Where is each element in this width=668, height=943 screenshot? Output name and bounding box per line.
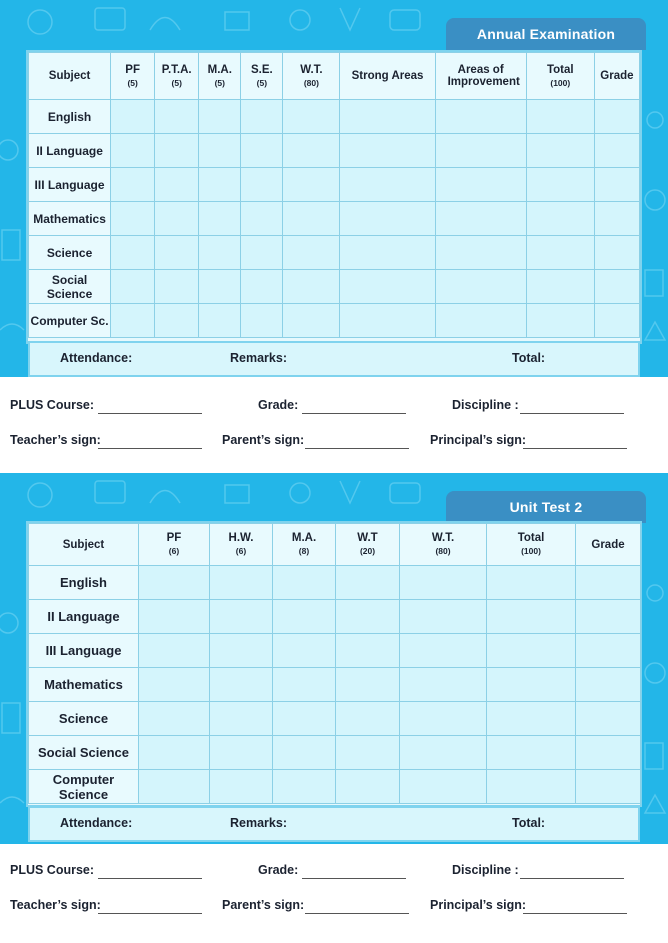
- mark-cell[interactable]: [155, 168, 199, 202]
- mark-cell[interactable]: [487, 634, 576, 668]
- subject-label: Mathematics: [29, 668, 139, 702]
- plus-course-field[interactable]: [98, 878, 202, 879]
- mark-cell[interactable]: [594, 100, 639, 134]
- mark-cell[interactable]: [594, 304, 639, 338]
- mark-cell[interactable]: [139, 736, 210, 770]
- mark-cell[interactable]: [336, 702, 400, 736]
- grade-field[interactable]: [302, 413, 406, 414]
- mark-cell[interactable]: [199, 100, 241, 134]
- mark-cell[interactable]: [526, 134, 594, 168]
- principal-sign-label: Principal’s sign:: [430, 433, 527, 447]
- subject-label: Social Science: [29, 736, 139, 770]
- mark-cell[interactable]: [273, 668, 336, 702]
- mark-cell[interactable]: [526, 168, 594, 202]
- annual-table-body: [29, 100, 640, 338]
- unit-sign-row: [0, 898, 668, 918]
- mark-cell[interactable]: [139, 566, 210, 600]
- annual-marks-table: [28, 52, 640, 338]
- unit-marks-table-card: [26, 521, 642, 807]
- grade-field[interactable]: [302, 878, 406, 879]
- mark-cell[interactable]: [273, 770, 336, 804]
- mark-cell[interactable]: [283, 202, 340, 236]
- mark-cell[interactable]: [576, 600, 641, 634]
- mark-cell[interactable]: [210, 770, 273, 804]
- mark-cell[interactable]: [336, 566, 400, 600]
- unit-total-label: Total:: [512, 816, 546, 830]
- mark-cell[interactable]: [199, 202, 241, 236]
- mark-cell[interactable]: [576, 702, 641, 736]
- discipline-label: Discipline :: [452, 398, 519, 412]
- header-ma: M.A. (8): [273, 524, 336, 566]
- mark-cell[interactable]: [111, 168, 155, 202]
- mark-cell[interactable]: [400, 600, 487, 634]
- mark-cell[interactable]: [241, 202, 283, 236]
- mark-cell[interactable]: [594, 134, 639, 168]
- mark-cell[interactable]: [336, 770, 400, 804]
- mark-cell[interactable]: [155, 270, 199, 304]
- mark-cell[interactable]: [340, 236, 435, 270]
- annual-footer-bar: [28, 341, 640, 377]
- mark-cell[interactable]: [283, 236, 340, 270]
- header-pf: PF (6): [139, 524, 210, 566]
- unit-table-body: [29, 566, 641, 804]
- mark-cell[interactable]: [435, 168, 526, 202]
- subject-label: Science: [29, 702, 139, 736]
- mark-cell[interactable]: [526, 304, 594, 338]
- table-row: [29, 168, 640, 202]
- header-wt-20: W.T (20): [336, 524, 400, 566]
- header-hw: H.W. (6): [210, 524, 273, 566]
- table-row: [29, 668, 641, 702]
- unit-marks-table: [28, 523, 641, 804]
- unit-footer-bar: [28, 806, 640, 842]
- principal-sign-field[interactable]: [523, 913, 627, 914]
- header-ma: M.A. (5): [199, 53, 241, 100]
- tab-unit-test-2: Unit Test 2: [446, 491, 646, 523]
- header-se: S.E. (5): [241, 53, 283, 100]
- header-wt: W.T. (80): [283, 53, 340, 100]
- mark-cell[interactable]: [111, 100, 155, 134]
- mark-cell[interactable]: [283, 134, 340, 168]
- mark-cell[interactable]: [241, 304, 283, 338]
- plus-course-field[interactable]: [98, 413, 202, 414]
- principal-sign-field[interactable]: [523, 448, 627, 449]
- mark-cell[interactable]: [241, 270, 283, 304]
- mark-cell[interactable]: [155, 134, 199, 168]
- discipline-field[interactable]: [520, 878, 624, 879]
- mark-cell[interactable]: [435, 134, 526, 168]
- mark-cell[interactable]: [241, 100, 283, 134]
- header-total: Total (100): [526, 53, 594, 100]
- mark-cell[interactable]: [576, 770, 641, 804]
- table-row: [29, 100, 640, 134]
- mark-cell[interactable]: [435, 236, 526, 270]
- discipline-label: Discipline :: [452, 863, 519, 877]
- subject-label: II Language: [29, 134, 111, 168]
- mark-cell[interactable]: [435, 304, 526, 338]
- table-row: [29, 202, 640, 236]
- mark-cell[interactable]: [487, 702, 576, 736]
- mark-cell[interactable]: [111, 304, 155, 338]
- mark-cell[interactable]: [273, 702, 336, 736]
- mark-cell[interactable]: [210, 668, 273, 702]
- table-row: [29, 736, 641, 770]
- mark-cell[interactable]: [155, 304, 199, 338]
- header-pf: PF (5): [111, 53, 155, 100]
- principal-sign-label: Principal’s sign:: [430, 898, 527, 912]
- mark-cell[interactable]: [526, 202, 594, 236]
- unit-test-panel: [0, 473, 668, 844]
- table-row: [29, 702, 641, 736]
- mark-cell[interactable]: [576, 566, 641, 600]
- tab-annual-examination: Annual Examination: [446, 18, 646, 50]
- subject-label: III Language: [29, 168, 111, 202]
- mark-cell[interactable]: [594, 202, 639, 236]
- mark-cell[interactable]: [526, 270, 594, 304]
- mark-cell[interactable]: [400, 668, 487, 702]
- mark-cell[interactable]: [526, 236, 594, 270]
- annual-total-label: Total:: [512, 351, 546, 365]
- mark-cell[interactable]: [111, 236, 155, 270]
- mark-cell[interactable]: [594, 270, 639, 304]
- mark-cell[interactable]: [139, 702, 210, 736]
- grade-label: Grade:: [258, 398, 299, 412]
- mark-cell[interactable]: [199, 304, 241, 338]
- table-row: [29, 634, 641, 668]
- mark-cell[interactable]: [283, 100, 340, 134]
- mark-cell[interactable]: [487, 770, 576, 804]
- mark-cell[interactable]: [576, 736, 641, 770]
- mark-cell[interactable]: [241, 236, 283, 270]
- subject-label: Mathematics: [29, 202, 111, 236]
- header-wt-80: W.T. (80): [400, 524, 487, 566]
- teacher-sign-field[interactable]: [98, 448, 202, 449]
- parent-sign-field[interactable]: [305, 448, 409, 449]
- mark-cell[interactable]: [210, 702, 273, 736]
- subject-label: Social Science: [29, 270, 111, 304]
- mark-cell[interactable]: [273, 634, 336, 668]
- mark-cell[interactable]: [199, 134, 241, 168]
- header-pta: P.T.A. (5): [155, 53, 199, 100]
- mark-cell[interactable]: [199, 270, 241, 304]
- parent-sign-field[interactable]: [305, 913, 409, 914]
- annual-course-row: [0, 398, 668, 418]
- table-row: [29, 270, 640, 304]
- unit-header-row: [29, 524, 641, 566]
- table-row: [29, 600, 641, 634]
- table-row: [29, 236, 640, 270]
- mark-cell[interactable]: [594, 236, 639, 270]
- mark-cell[interactable]: [273, 566, 336, 600]
- parent-sign-label: Parent’s sign:: [222, 898, 305, 912]
- header-grade: Grade: [594, 53, 639, 100]
- discipline-field[interactable]: [520, 413, 624, 414]
- teacher-sign-label: Teacher’s sign:: [10, 898, 101, 912]
- mark-cell[interactable]: [155, 100, 199, 134]
- mark-cell[interactable]: [400, 634, 487, 668]
- unit-course-row: [0, 863, 668, 883]
- mark-cell[interactable]: [210, 566, 273, 600]
- mark-cell[interactable]: [576, 668, 641, 702]
- mark-cell[interactable]: [111, 202, 155, 236]
- annual-marks-table-card: [26, 50, 642, 344]
- annual-remarks-label: Remarks:: [230, 351, 287, 365]
- mark-cell[interactable]: [340, 100, 435, 134]
- annual-sign-row: [0, 433, 668, 453]
- mark-cell[interactable]: [139, 668, 210, 702]
- mark-cell[interactable]: [340, 304, 435, 338]
- mark-cell[interactable]: [283, 270, 340, 304]
- mark-cell[interactable]: [340, 134, 435, 168]
- mark-cell[interactable]: [487, 566, 576, 600]
- header-subject: Subject: [29, 53, 111, 100]
- unit-remarks-label: Remarks:: [230, 816, 287, 830]
- subject-label: Computer Sc.: [29, 304, 111, 338]
- plus-course-label: PLUS Course:: [10, 863, 95, 877]
- mark-cell[interactable]: [199, 236, 241, 270]
- mark-cell[interactable]: [139, 634, 210, 668]
- mark-cell[interactable]: [283, 304, 340, 338]
- mark-cell[interactable]: [340, 168, 435, 202]
- mark-cell[interactable]: [400, 566, 487, 600]
- mark-cell[interactable]: [273, 600, 336, 634]
- mark-cell[interactable]: [487, 736, 576, 770]
- plus-course-label: PLUS Course:: [10, 398, 95, 412]
- mark-cell[interactable]: [273, 736, 336, 770]
- header-strong-areas: Strong Areas: [340, 53, 435, 100]
- mark-cell[interactable]: [487, 600, 576, 634]
- mark-cell[interactable]: [210, 634, 273, 668]
- header-subject: Subject: [29, 524, 139, 566]
- subject-label: Science: [29, 236, 111, 270]
- table-row: [29, 770, 641, 804]
- parent-sign-label: Parent’s sign:: [222, 433, 305, 447]
- header-total: Total (100): [487, 524, 576, 566]
- mark-cell[interactable]: [111, 270, 155, 304]
- header-areas-of-improvement: Areas of Improvement: [435, 53, 526, 100]
- mark-cell[interactable]: [336, 736, 400, 770]
- subject-label: English: [29, 100, 111, 134]
- subject-label: III Language: [29, 634, 139, 668]
- header-grade: Grade: [576, 524, 641, 566]
- mark-cell[interactable]: [435, 202, 526, 236]
- annual-exam-panel: [0, 0, 668, 377]
- grade-label: Grade:: [258, 863, 299, 877]
- teacher-sign-label: Teacher’s sign:: [10, 433, 101, 447]
- mark-cell[interactable]: [336, 600, 400, 634]
- mark-cell[interactable]: [487, 668, 576, 702]
- unit-attendance-label: Attendance:: [60, 816, 133, 830]
- mark-cell[interactable]: [400, 736, 487, 770]
- mark-cell[interactable]: [241, 168, 283, 202]
- table-row: [29, 566, 641, 600]
- mark-cell[interactable]: [594, 168, 639, 202]
- mark-cell[interactable]: [155, 202, 199, 236]
- subject-label: English: [29, 566, 139, 600]
- mark-cell[interactable]: [340, 202, 435, 236]
- mark-cell[interactable]: [576, 634, 641, 668]
- mark-cell[interactable]: [400, 702, 487, 736]
- mark-cell[interactable]: [336, 634, 400, 668]
- mark-cell[interactable]: [435, 100, 526, 134]
- mark-cell[interactable]: [139, 770, 210, 804]
- table-row: [29, 304, 640, 338]
- mark-cell[interactable]: [210, 600, 273, 634]
- mark-cell[interactable]: [435, 270, 526, 304]
- mark-cell[interactable]: [155, 236, 199, 270]
- annual-attendance-label: Attendance:: [60, 351, 133, 365]
- teacher-sign-field[interactable]: [98, 913, 202, 914]
- mark-cell[interactable]: [336, 668, 400, 702]
- mark-cell[interactable]: [139, 600, 210, 634]
- mark-cell[interactable]: [526, 100, 594, 134]
- mark-cell[interactable]: [199, 168, 241, 202]
- mark-cell[interactable]: [210, 736, 273, 770]
- mark-cell[interactable]: [283, 168, 340, 202]
- subject-label: Computer Science: [29, 770, 139, 804]
- annual-header-row: [29, 53, 640, 100]
- mark-cell[interactable]: [241, 134, 283, 168]
- mark-cell[interactable]: [111, 134, 155, 168]
- mark-cell[interactable]: [400, 770, 487, 804]
- table-row: [29, 134, 640, 168]
- subject-label: II Language: [29, 600, 139, 634]
- mark-cell[interactable]: [340, 270, 435, 304]
